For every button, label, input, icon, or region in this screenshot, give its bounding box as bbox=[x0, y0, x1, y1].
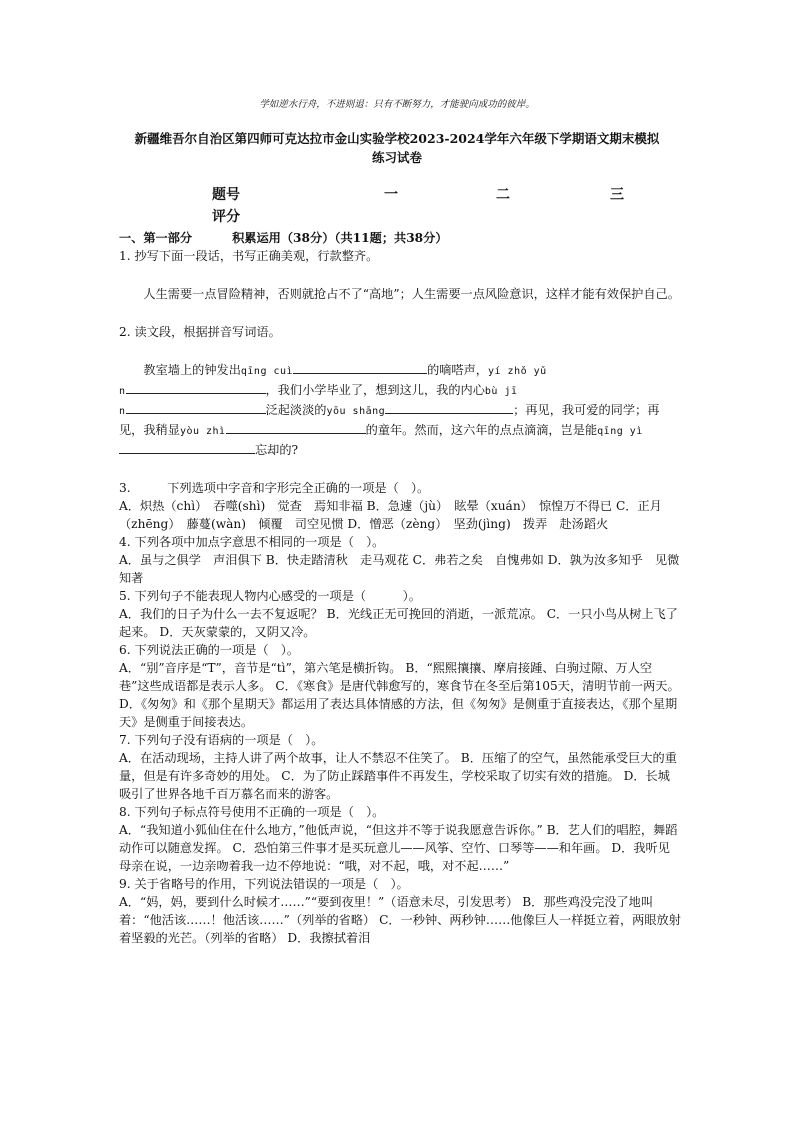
question-4-stem: 4. 下列各项中加点字意思不相同的一项是（ ）。 bbox=[119, 535, 385, 549]
question-3-options: A．炽热（chì） 吞噬(shì) 觉查 焉知非福 B．急遽（jù） 眩晕（xuán） 惊惶万不得已 C．正月（zhēng） 藤蔓(wàn) 倾覆 司空见惯 D．憎恶（zèng） 坚劲(jìng) 拨弄 赴汤蹈火 bbox=[119, 499, 662, 531]
score-table-cell: 二 bbox=[496, 187, 510, 203]
passage-text: 教室墙上的钟发出 bbox=[143, 363, 241, 377]
passage-text: 忘却的? bbox=[255, 443, 299, 457]
section-label: 一、第一部分 bbox=[119, 231, 193, 245]
question-8-stem: 8. 下列句子标点符号使用不正确的一项是（ ）。 bbox=[119, 805, 385, 819]
question-5-stem: 5. 下列句子不能表现人物内心感受的一项是（ ）。 bbox=[119, 589, 421, 603]
answer-blank[interactable] bbox=[126, 401, 266, 414]
question-9-stem: 9. 关于省略号的作用，下列说法错误的一项是（ ）。 bbox=[119, 877, 409, 891]
answer-blank[interactable] bbox=[293, 361, 427, 374]
page-title bbox=[90, 129, 704, 167]
pinyin-prompt: n bbox=[119, 406, 126, 417]
score-table bbox=[212, 184, 682, 228]
pinyin-prompt: bù jī bbox=[484, 386, 518, 397]
score-table-cell: 评分 bbox=[212, 209, 240, 225]
answer-blank[interactable] bbox=[226, 421, 366, 434]
question-2-passage bbox=[119, 361, 681, 459]
title-line-2: 练习试卷 bbox=[371, 150, 422, 165]
question-8-options: A．“我知道小狐仙住在什么地方，”他低声说，“但这并不等于说我愿意告诉你。” B．艺人们的唱腔，舞蹈动作可以随意发挥。 C．恐怕第三件事才是买玩意儿——风筝、空竹、口琴等——和年画。 D．我听见母亲在说，一边亲吻着我一边不停地说：“哦，对不起，哦，对不起……” bbox=[119, 823, 678, 873]
passage-text: 的童年。然而，这六年的点点滴滴，岂是能 bbox=[365, 423, 598, 437]
question-6-stem: 6. 下列说法正确的一项是（ ）。 bbox=[119, 643, 300, 657]
question-7-options: A．在活动现场，主持人讲了两个故事，让人不禁忍不住笑了。 B．压缩了的空气，虽然能承受巨大的重量，但是有许多奇妙的用处。 C．为了防止踩踏事件不再发生，学校采取了切实有效的措施。 D．长城吸引了世界各地千百万慕名而来的游客。 bbox=[119, 751, 677, 801]
question-3-stem: 3. 下列选项中字音和字形完全正确的一项是（ ）。 bbox=[119, 481, 430, 495]
question-6-options: A．“别”音序是“T”，音节是“tì”，第六笔是横折钩。 B．“熙熙攘攘、摩肩接踵、白驹过隙、万人空巷”这些成语都是表示人多。 C．《寒食》是唐代韩愈写的，寒食节在冬至后第105天，清明节前一两天。 D．《匆匆》和《那个星期天》都运用了表达具体情感的方法，但《匆匆》是侧重于直接表达，《那个星期天》是侧重于间接表达。 bbox=[119, 661, 680, 729]
question-4-options: A．虽与之俱学 声泪俱下 B．快走踏清秋 走马观花 C．弗若之矣 自愧弗如 D．孰为汝多知乎 见微知著 bbox=[119, 553, 680, 585]
score-table-row bbox=[212, 184, 682, 206]
pinyin-prompt: yōu shāng bbox=[326, 406, 386, 417]
exam-content bbox=[119, 229, 681, 947]
question-9-options: A．“妈，妈，要到什么时候才……”“要到夜里！”（语意未尽，引发思考） B．那些鸡没完没了地叫着：“他活该……！他活该……”（列举的省略） C．一秒钟、两秒钟……他像巨人一样挺立着，两眼放射着坚毅的光芒。（列举的省略） D．我擦拭着泪 bbox=[119, 895, 681, 945]
question-1-stem: 1. 抄写下面一段话，书写正确美观，行款整齐。 bbox=[119, 249, 379, 263]
passage-text: 的嘀嗒声， bbox=[427, 363, 488, 377]
question-5-options: A．我们的日子为什么一去不复返呢？ B．光线正无可挽回的消逝，一派荒凉。 C．一只小鸟从树上飞了起来。 D．天灰蒙蒙的，又阴又冷。 bbox=[119, 607, 678, 639]
score-table-row bbox=[212, 206, 682, 228]
question-2-stem: 2. 读文段，根据拼音写词语。 bbox=[119, 325, 281, 339]
section-heading bbox=[119, 229, 681, 247]
pinyin-prompt: qīng cuì bbox=[240, 366, 294, 377]
score-table-cell: 题号 bbox=[212, 187, 240, 203]
score-table-cell: 一 bbox=[384, 187, 398, 203]
pinyin-prompt: yòu zhì bbox=[179, 426, 226, 437]
question-7-stem: 7. 下列句子没有语病的一项是（ ）。 bbox=[119, 733, 324, 747]
pinyin-prompt: qīng yì bbox=[597, 426, 643, 437]
passage-text: 泛起淡淡的 bbox=[265, 403, 327, 417]
answer-blank[interactable] bbox=[126, 381, 266, 394]
question-1-passage: 人生需要一点冒险精神，否则就抢占不了“高地”；人生需要一点风险意识，这样才能有效保护自己。 bbox=[143, 287, 680, 301]
section-desc: 积累运用（38分）（共11题；共38分） bbox=[232, 231, 448, 245]
pinyin-prompt: n bbox=[119, 386, 126, 397]
title-line-1: 新疆维吾尔自治区第四师可克达拉市金山实验学校2023-2024学年六年级下学期语文期末模拟 bbox=[134, 131, 660, 146]
motto: 学如逆水行舟，不进则退：只有不断努力，才能驶向成功的彼岸。 bbox=[259, 99, 535, 110]
answer-blank[interactable] bbox=[385, 401, 513, 414]
passage-text: ，我们小学毕业了，想到这儿，我的内心 bbox=[265, 383, 485, 397]
score-table-cell: 三 bbox=[610, 187, 624, 203]
pinyin-prompt: yí zhǒ yǔ bbox=[488, 366, 547, 377]
passage-text: ；再见，我可爱的同学；再见，我稍显 bbox=[119, 403, 660, 437]
answer-blank[interactable] bbox=[119, 441, 255, 454]
